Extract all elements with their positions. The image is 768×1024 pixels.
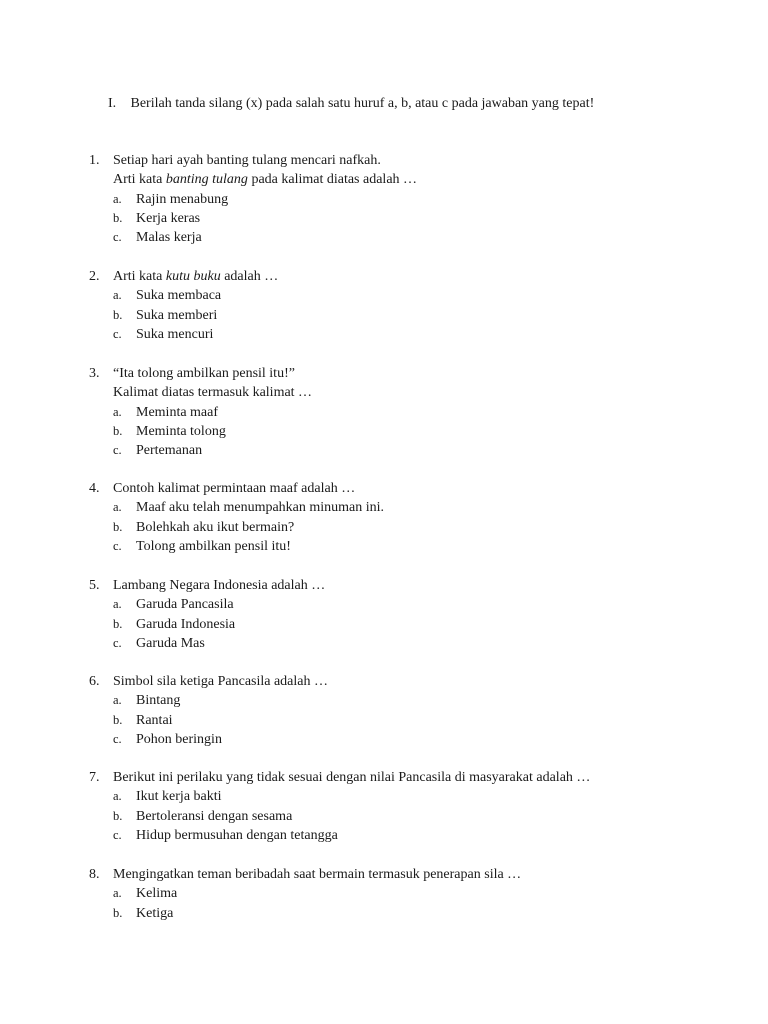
question-number: 2. — [89, 269, 100, 284]
option-b[interactable] — [89, 711, 709, 730]
option-text: Suka memberi — [136, 307, 218, 323]
question-2 — [89, 267, 709, 344]
question-text: Mengingatkan teman beribadah saat bermain termasuk penerapan sila … — [113, 867, 522, 882]
option-b[interactable] — [89, 306, 709, 325]
option-text: Garuda Mas — [136, 635, 205, 651]
question-number: 4. — [89, 481, 100, 496]
option-text: Suka mencuri — [136, 326, 214, 342]
question-4 — [89, 479, 709, 556]
option-letter: c. — [113, 635, 122, 650]
idiom-phrase: banting tulang — [165, 172, 248, 188]
option-letter: a. — [113, 693, 122, 708]
option-b[interactable] — [89, 422, 709, 441]
option-text: Kelima — [136, 886, 178, 902]
option-c[interactable] — [89, 730, 709, 749]
option-letter: c. — [113, 326, 122, 341]
option-c[interactable] — [89, 537, 709, 556]
option-a[interactable] — [89, 498, 709, 517]
option-text: Bertoleransi dengan sesama — [136, 808, 293, 824]
question-number: 6. — [89, 674, 100, 689]
option-letter: a. — [113, 404, 122, 419]
option-text: Pohon beringin — [136, 731, 222, 747]
option-letter: b. — [113, 808, 123, 823]
option-letter: a. — [113, 500, 122, 515]
question-number: 8. — [89, 867, 100, 882]
option-letter: b. — [113, 423, 123, 438]
question-6 — [89, 672, 709, 749]
question-text: Contoh kalimat permintaan maaf adalah … — [113, 481, 356, 496]
option-text: Garuda Indonesia — [136, 616, 236, 632]
option-c[interactable] — [89, 441, 709, 460]
option-letter: b. — [113, 616, 123, 631]
option-text: Bolehkah aku ikut bermain? — [136, 519, 295, 535]
question-number: 1. — [89, 153, 100, 168]
option-text: Garuda Pancasila — [136, 597, 234, 613]
option-c[interactable] — [89, 228, 709, 247]
question-7 — [89, 768, 709, 845]
question-text: “Ita tolong ambilkan pensil itu!” — [113, 366, 295, 381]
question-text-line2: Arti kata banting tulang pada kalimat diatas adalah … — [113, 172, 418, 188]
option-letter: c. — [113, 443, 122, 458]
option-a[interactable] — [89, 403, 709, 422]
option-letter: a. — [113, 288, 122, 303]
option-letter: b. — [113, 712, 123, 727]
option-text: Maaf aku telah menumpahkan minuman ini. — [136, 500, 385, 516]
instruction-text: Berilah tanda silang (x) pada salah satu huruf a, b, atau c pada jawaban yang tepat! — [130, 96, 595, 111]
option-letter: a. — [113, 886, 122, 901]
option-letter: c. — [113, 731, 122, 746]
question-text: Arti kata kutu buku adalah … — [113, 269, 279, 284]
option-text: Malas kerja — [136, 230, 202, 246]
question-5 — [89, 576, 709, 653]
instruction-heading — [108, 94, 594, 113]
option-letter: c. — [113, 538, 122, 553]
option-text: Meminta tolong — [136, 423, 226, 439]
option-letter: c. — [113, 827, 122, 842]
option-letter: c. — [113, 230, 122, 245]
option-a[interactable] — [89, 884, 709, 903]
instruction-number: I. — [108, 96, 117, 111]
option-text: Rajin menabung — [136, 191, 229, 207]
option-text: Ikut kerja bakti — [136, 789, 222, 805]
option-b[interactable] — [89, 518, 709, 537]
option-b[interactable] — [89, 209, 709, 228]
option-b[interactable] — [89, 904, 709, 923]
option-text: Pertemanan — [136, 443, 203, 459]
question-text: Berikut ini perilaku yang tidak sesuai dengan nilai Pancasila di masyarakat adalah … — [113, 770, 591, 785]
question-text: Lambang Negara Indonesia adalah … — [113, 578, 326, 593]
option-c[interactable] — [89, 325, 709, 344]
option-text: Rantai — [136, 712, 173, 728]
option-text: Suka membaca — [136, 288, 222, 304]
option-a[interactable] — [89, 691, 709, 710]
question-8 — [89, 865, 709, 923]
question-number: 3. — [89, 366, 100, 381]
option-text: Tolong ambilkan pensil itu! — [136, 538, 291, 554]
question-3 — [89, 364, 709, 460]
option-letter: b. — [113, 905, 123, 920]
question-number: 5. — [89, 578, 100, 593]
idiom-phrase: kutu buku — [165, 269, 221, 284]
option-a[interactable] — [89, 787, 709, 806]
option-a[interactable] — [89, 190, 709, 209]
option-letter: a. — [113, 789, 122, 804]
option-text: Meminta maaf — [136, 404, 219, 420]
option-text: Ketiga — [136, 905, 174, 921]
question-text: Setiap hari ayah banting tulang mencari nafkah. — [113, 153, 381, 168]
option-letter: b. — [113, 519, 123, 534]
option-text: Kerja keras — [136, 210, 201, 226]
option-letter: a. — [113, 597, 122, 612]
option-letter: b. — [113, 210, 123, 225]
option-a[interactable] — [89, 286, 709, 305]
option-b[interactable] — [89, 807, 709, 826]
option-letter: b. — [113, 307, 123, 322]
option-text: Hidup bermusuhan dengan tetangga — [136, 827, 338, 843]
option-letter: a. — [113, 191, 122, 206]
question-number: 7. — [89, 770, 100, 785]
question-1 — [89, 151, 709, 247]
option-c[interactable] — [89, 826, 709, 845]
question-text: Simbol sila ketiga Pancasila adalah … — [113, 674, 329, 689]
question-text-line2: Kalimat diatas termasuk kalimat … — [113, 385, 313, 401]
option-b[interactable] — [89, 615, 709, 634]
option-text: Bintang — [136, 693, 181, 709]
option-c[interactable] — [89, 634, 709, 653]
option-a[interactable] — [89, 595, 709, 614]
